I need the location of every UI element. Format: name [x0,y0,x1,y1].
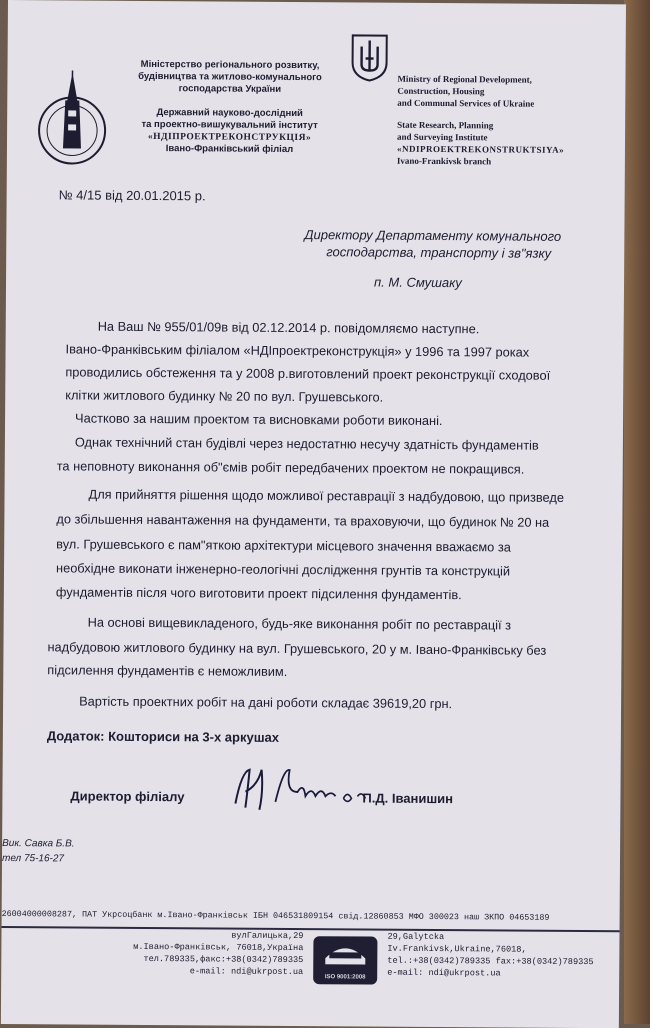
footer-address-en [387,931,626,981]
letter-page [1,0,626,1028]
body-line: та неповноту виконання об"ємів робіт передбачених проектом не покращився. [57,458,525,476]
footer-address-ua [67,928,303,978]
addressee-name: п. М. Смушаку [374,275,462,291]
footer-line: м.Івано-Франківськ, 76018,Україна [67,940,303,954]
body-line: до збільшення навантаження на фундаменти, та враховуючи, що будинок № 20 на [56,511,549,529]
ua-institute-line: та проектно-вишукувальний інститут [107,119,352,133]
body-line: вул. Грушевського є пам"яткою архітектури місцевого значення вважаємо за [56,536,511,554]
ua-branch: Івано-Франківський філіал [107,143,352,157]
en-institute-name: «NDIPROEKTREKONSTRUKTSIYA» [397,143,617,157]
bank-details: 26004000008287, ПАТ Укрсоцбанк м.Івано-Франківськ ІБН 046531809154 свід.12860853 МФО 300023 наш ЗКПО 04653189 [2,908,550,924]
ua-ministry-line: господарства України [107,83,352,97]
signatory-title: Директор філіалу [70,788,184,804]
coat-of-arms-icon [349,32,389,82]
footer-line: Iv.Frankivsk,Ukraine,76018, [387,943,626,957]
institute-logo [35,70,110,169]
body-line: Вартість проектних робіт на дані роботи складає 39619,20 грн. [79,694,452,712]
phone-line: тел 75-16-27 [2,853,64,864]
letter-number: № 4/15 від 20.01.2015 р. [59,187,206,203]
addressee-line: Директору Департаменту комунального [304,227,561,244]
ua-institute-line: Державний науково-дослідний [107,107,352,121]
body-line: На Ваш № 955/01/09в від 02.12.2014 р. повідомляємо наступне. [98,319,480,337]
en-branch: Ivano-Frankivsk branch [397,155,617,169]
footer-line: тел.789335,факс:+38(0342)789335 [67,952,303,966]
body-line: На основі вищевикладеного, будь-яке виконання робіт по реставрації з [88,615,511,633]
certification-label: ISO 9001:2008 [319,974,371,980]
signatory-name: П.Д. Іванишин [362,790,453,806]
footer-line: e-mail: ndi@ukrpost.ua [67,964,303,978]
ua-ministry-line: будівництва та житлово-комунального [107,71,352,85]
body-line: необхідне виконати інженерно-геологічні дослідження грунтів та конструкцій [56,560,510,578]
body-line: надбудовою житлового будинку на вул. Грушевського, 20 у м. Івано-Франківську без [47,639,546,657]
ua-ministry-line: Міністерство регіонального розвитку, [108,59,353,73]
header-ukrainian [107,59,353,157]
body-line: Однак технічний стан будівлі через недостатню несучу здатність фундаментів [75,434,539,452]
footer-line: вулГалицька,29 [67,928,303,942]
body-line: підсилення фундаментів є неможливим. [47,662,287,679]
body-line: клітки житлового будинку № 20 по вул. Грушевського. [65,387,383,404]
body-line: Частково за нашим проектом та висновками роботи виконані. [75,410,443,428]
en-ministry-line: Ministry of Regional Development, [397,73,617,87]
en-institute-line: State Research, Planning [397,119,617,133]
background-wood-edge [624,0,650,1024]
footer-line: tel.:+38(0342)789335 fax:+38(0342)789335 [387,955,626,969]
body-line: Для прийняття рішення щодо можливої реставрації з надбудовою, що призведе [89,487,565,505]
handwritten-signature [227,762,377,823]
footer-line: e-mail: ndi@ukrpost.ua [387,967,626,981]
body-line: фундаментів після чого виготовити проект підсилення фундаментів. [56,584,462,602]
en-ministry-line: Construction, Housing [397,85,617,99]
footer-line: 29,Galytcka [387,931,626,945]
en-ministry-line: and Communal Services of Ukraine [397,97,617,111]
ua-institute-name: «НДІПРОЕКТРЕКОНСТРУКЦІЯ» [107,131,352,145]
addressee-line: господарства, транспорту і зв"язку [326,244,551,261]
attachment-line: Додаток: Кошториси на 3-х аркушах [47,728,279,745]
en-institute-line: and Surveying Institute [397,131,617,145]
body-line: проводились обстеження та у 2008 р.виготовлений проект реконструкції сходової [65,364,550,382]
executor-line: Вик. Савка Б.В. [2,838,74,850]
header-english [397,73,618,169]
body-line: Івано-Франківським філіалом «НДІпроектреконструкція» у 1996 та 1997 роках [66,341,530,359]
